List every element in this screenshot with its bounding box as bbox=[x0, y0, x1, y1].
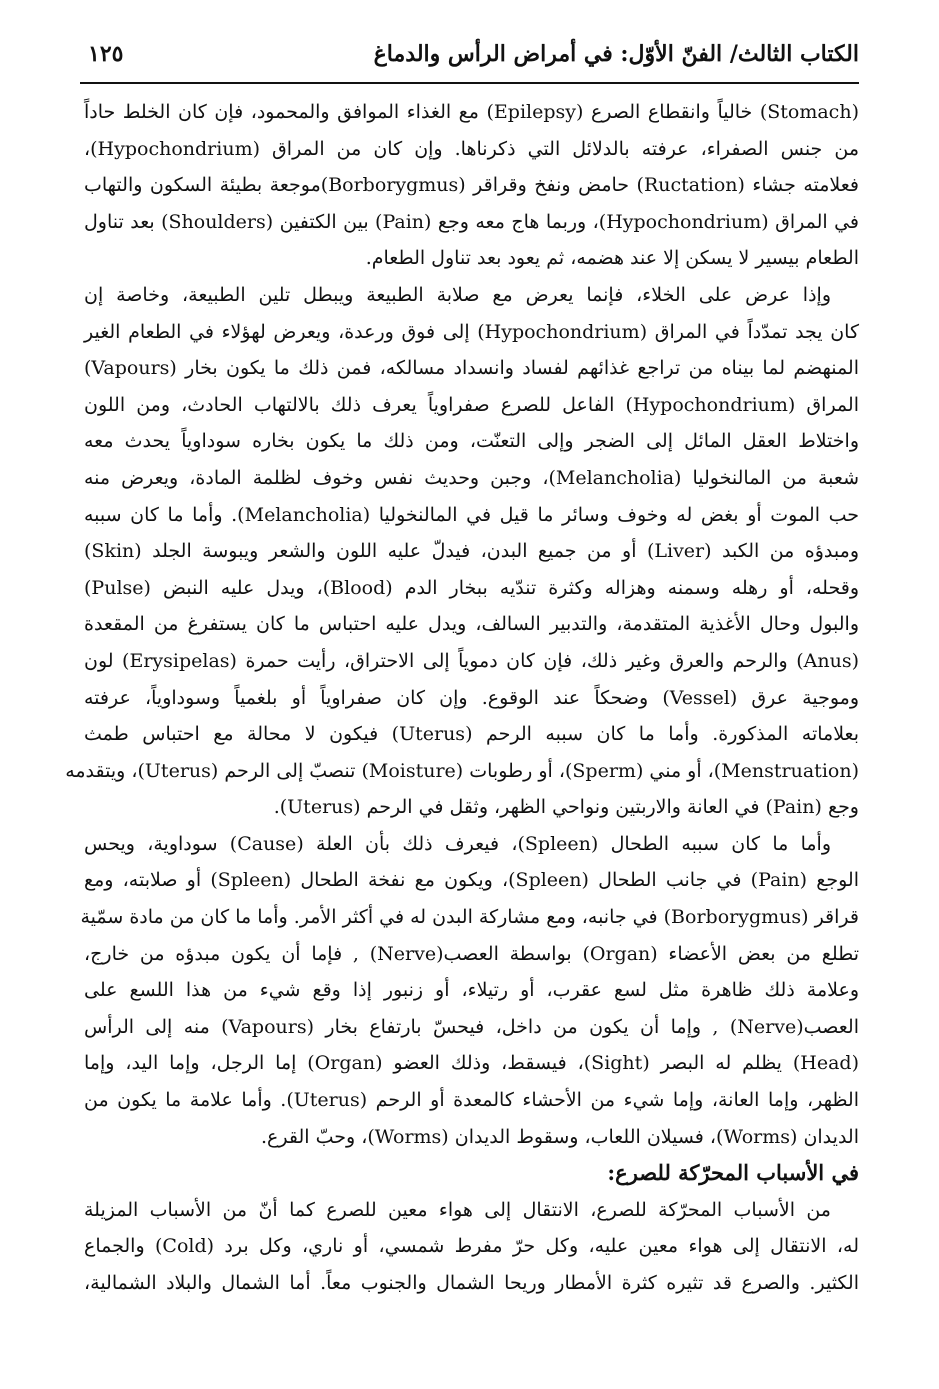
text-line: الكثير. والصرع قد تثيره كثرة الأمطار وريحا الشمال والجنوب معاً. أما الشمال والبلاد الشمالية، bbox=[84, 1272, 859, 1294]
text-line: (Anus) والرحم والعرق وغير ذلك، فإن كان دموياً إلى الاحتراق، رأيت حمرة (Erysipelas) لون bbox=[84, 649, 859, 672]
text-line: في المراق (Hypochondrium)، وربما هاج معه وجع (Pain) بين الكتفين (Shoulders) بعد تناول bbox=[84, 210, 860, 233]
text-line: العصب(Nerve) , وإما أن يكون من داخل، فيحسّ بارتفاع بخار (Vapours) منه إلى الرأس bbox=[84, 1015, 859, 1038]
text-line: الطعام بيسير لا يسكن إلا عند هضمه، ثم يعود بعد تناول الطعام. bbox=[365, 247, 859, 270]
text-line: المنهضم لما بيناه من تراجع غذائهم لفساد وانسداد مسالكه، فمن ذلك ما يكون بخار (Vapours) bbox=[84, 357, 859, 380]
text-line: وإذا عرض على الخلاء، فإنما يعرض مع صلابة الطبيعة ويبطل تلين الطبيعة، وخاصة إن bbox=[84, 283, 831, 306]
text-line: وقحله، أو رهله وسمنه وهزاله وكثرة تندّيه ببخار الدم (Blood)، ويدل عليه النبض (Pulse) bbox=[84, 576, 859, 599]
page-header bbox=[88, 34, 859, 74]
text-line: المراق (Hypochondrium) الفاعل للصرع صفراوياً يعرف ذلك بالالتهاب الحادث، ومن اللون bbox=[84, 393, 859, 416]
text-line: الوجع (Pain) في جانب الطحال (Spleen)، ويكون مع نفخة الطحال (Spleen) أو صلابته، ومع bbox=[84, 869, 859, 892]
text-line: وأما ما كان سببه الطحال (Spleen)، فيعرف ذلك بأن العلة (Cause) سوداوية، ويحس bbox=[84, 832, 831, 855]
text-line: وموجية عرق (Vessel) وضحكاً عند الوقوع. وإن كان صفراوياً أو بلغمياً وسوداوياً، عرفته bbox=[84, 686, 859, 709]
text-line: ومبدؤه من الكبد (Liver) أو من جميع البدن، فيدلّ عليه اللون والشعر ويبوسة الجلد (Skin) bbox=[84, 540, 859, 563]
text-line: حب الموت أو بغض له وخوف وسائر ما قيل في المالنخوليا (Melancholia). وأما ما كان سببه bbox=[84, 503, 860, 526]
text-line: الظهر، وإما العانة، وإما شيء من الأحشاء كالمعدة أو الرحم (Uterus). وأما علامة ما يكون من bbox=[84, 1089, 859, 1112]
body-text bbox=[65, 94, 860, 1302]
text-line: بعلاماته المذكورة. وأما ما كان سببه الرحم (Uterus) فيكون لا محالة مع احتباس طمث bbox=[84, 723, 859, 746]
header-rule bbox=[80, 82, 859, 84]
page-number: ١٢٥ bbox=[88, 41, 124, 67]
text-line: له، الانتقال إلى هواء معين عليه، وكل حرّ مفرط شمسي، أو ناري، وكل برد (Cold) والجماع bbox=[84, 1235, 859, 1258]
text-line: (Menstruation)، أو مني (Sperm)، أو رطوبات (Moisture) تنصبّ إلى الرحم (Uterus)، ويتقدمه bbox=[65, 759, 859, 782]
text-line: وعلامة ذلك ظاهرة مثل لسع عقرب، أو رتيلاء، أو زنبور إذا وقع شيء من هذا اللسع على bbox=[84, 979, 859, 1002]
text-line: كان يجد تمدّداً في المراق (Hypochondrium) إلى فوق ورعدة، ويعرض لهؤلاء في الطعام الغير bbox=[84, 320, 860, 343]
text-line: والبول وحال الأغذية المتقدمة، والتدبير السالف، ويدل عليه احتباس ما كان يستفرغ من المقعدة bbox=[84, 613, 859, 636]
text-line: وجع (Pain) في العانة والاربتين ونواحي الظهر، وثقل في الرحم (Uterus). bbox=[273, 796, 859, 819]
text-line: الديدان (Worms)، فسيلان اللعاب، وسقوط الديدان (Worms)، وحبّ القرع. bbox=[261, 1125, 859, 1148]
text-line: شعبة من المالنخوليا (Melancholia)، وجبن وحديث نفس وخوف لظلمة المادة، ويعرض منه bbox=[84, 466, 860, 489]
text-line: من جنس الصفراء، عرفته بالدلائل التي ذكرناها. وإن كان من المراق (Hypochondrium)، bbox=[84, 137, 859, 160]
text-line: (Stomach) خالياً وانقطاع الصرع (Epilepsy) مع الغذاء الموافق والمحمود، فإن كان الخلط حاداً bbox=[84, 101, 859, 123]
section-heading: في الأسباب المحرّكة للصرع: bbox=[607, 1160, 859, 1186]
text-line: واختلاط العقل المائل إلى الضجر وإلى التعنّت، ومن ذلك ما يكون بخاره سوداوياً يحدث معه bbox=[84, 430, 859, 453]
running-title: الكتاب الثالث/ الفنّ الأوّل: في أمراض الرأس والدماغ bbox=[373, 41, 859, 67]
text-line: قراقر (Borborygmus) في جانبه، ومع مشاركة البدن له في أكثر الأمر. وأما ما كان من مادة سمّية bbox=[80, 906, 859, 929]
text-line: فعلامته جشاء (Ructation) حامض ونفخ وقراقر (Borborygmus)موجعة بطيئة السكون والتهاب bbox=[84, 174, 860, 197]
text-line: من الأسباب المحرّكة للصرع، الانتقال إلى هواء معين للصرع كما أنّ من الأسباب المزيلة bbox=[84, 1198, 831, 1221]
text-line: (Head) يظلم له البصر (Sight)، فيسقط، وذلك العضو (Organ) إما الرجل، وإما اليد، وإما bbox=[84, 1052, 860, 1075]
text-line: تطلع من بعض الأعضاء (Organ) بواسطة العصب(Nerve) , فإما أن يكون مبدؤه من خارج، bbox=[84, 942, 860, 965]
